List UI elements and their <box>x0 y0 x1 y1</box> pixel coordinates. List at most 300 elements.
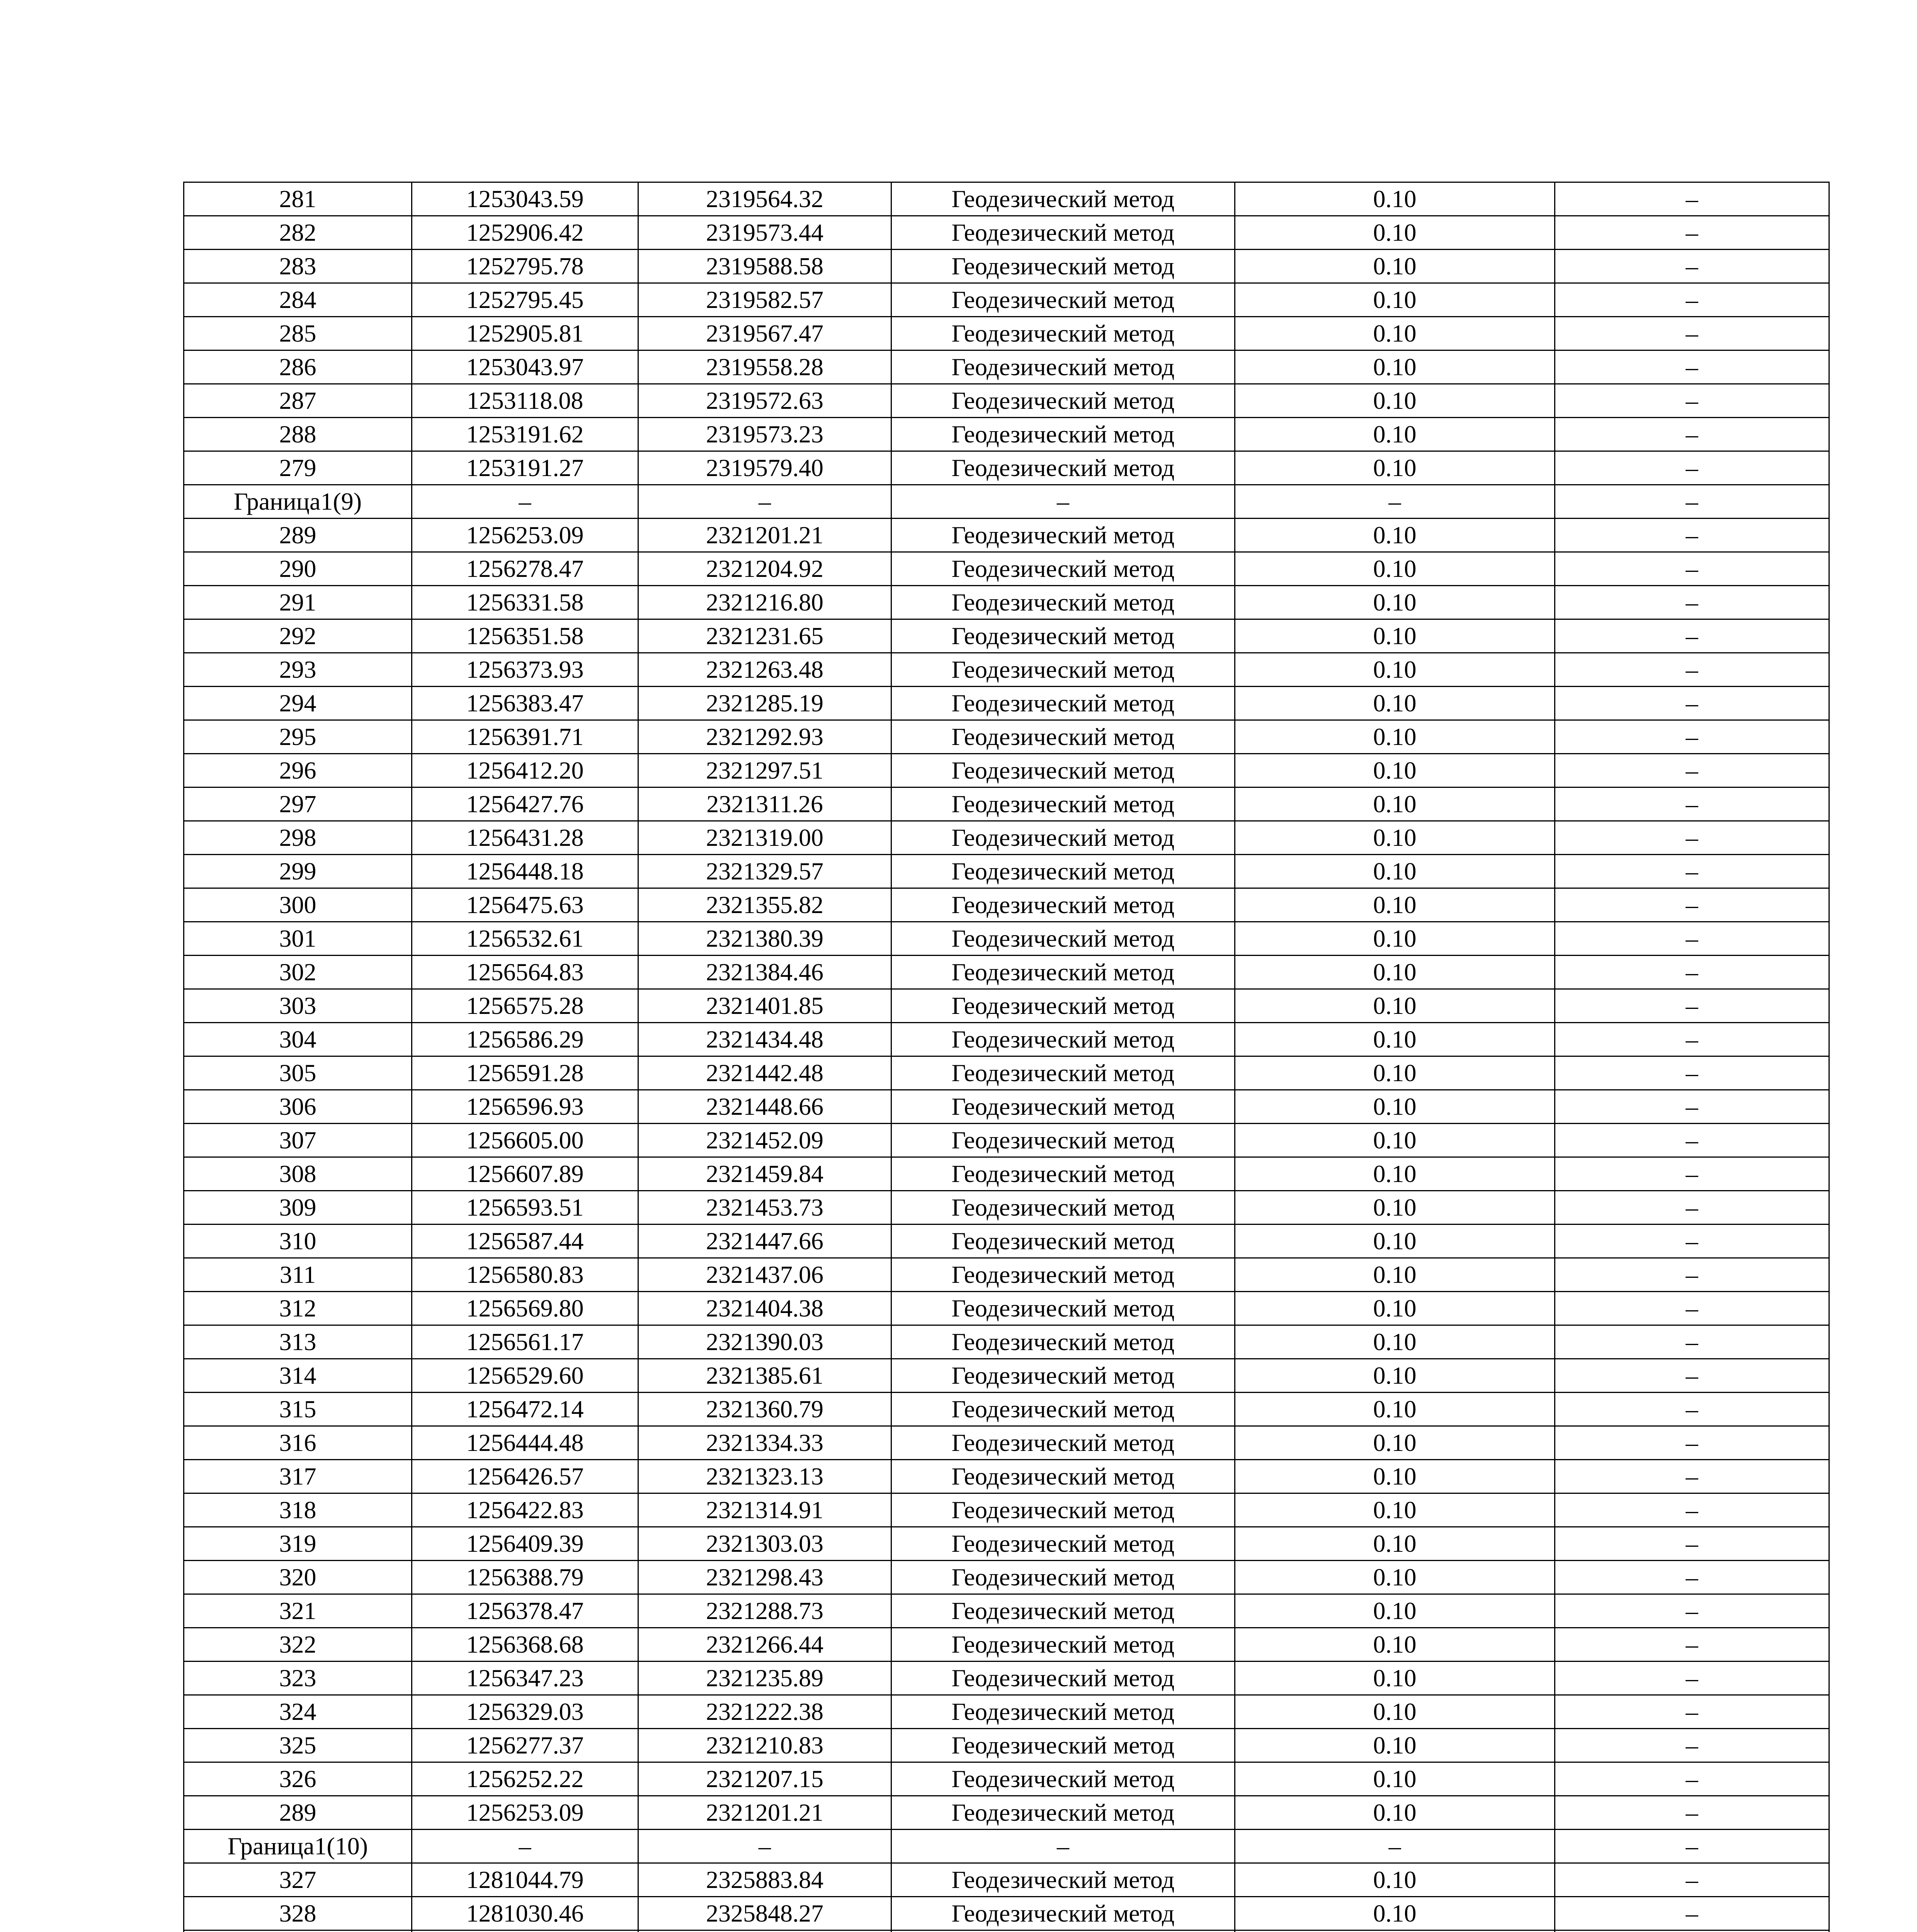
method-cell: Геодезический метод <box>891 1796 1235 1830</box>
x-coordinate-cell: 1253191.27 <box>412 451 638 485</box>
y-coordinate-cell: 2321285.19 <box>638 687 891 720</box>
accuracy-cell: 0.10 <box>1235 1056 1555 1090</box>
method-cell: Геодезический метод <box>891 250 1235 283</box>
method-cell: Геодезический метод <box>891 1225 1235 1258</box>
accuracy-cell: 0.10 <box>1235 1460 1555 1493</box>
point-number-cell: 288 <box>184 418 412 451</box>
y-coordinate-cell: 2321453.73 <box>638 1191 891 1225</box>
method-cell: Геодезический метод <box>891 1292 1235 1325</box>
method-cell: Геодезический метод <box>891 855 1235 888</box>
accuracy-cell: 0.10 <box>1235 1561 1555 1594</box>
description-cell: – <box>1555 1191 1829 1225</box>
y-coordinate-cell: 2321355.82 <box>638 888 891 922</box>
method-cell: Геодезический метод <box>891 989 1235 1023</box>
y-coordinate-cell: 2321303.03 <box>638 1527 891 1561</box>
y-coordinate-cell: 2321434.48 <box>638 1023 891 1056</box>
x-coordinate-cell: 1256391.71 <box>412 720 638 754</box>
x-coordinate-cell: 1256368.68 <box>412 1628 638 1662</box>
accuracy-cell: 0.10 <box>1235 1426 1555 1460</box>
y-coordinate-cell: 2319573.23 <box>638 418 891 451</box>
method-cell: Геодезический метод <box>891 1460 1235 1493</box>
description-cell: – <box>1555 1157 1829 1191</box>
description-cell: – <box>1555 888 1829 922</box>
y-coordinate-cell: 2319572.63 <box>638 384 891 418</box>
y-coordinate-cell: 2321297.51 <box>638 754 891 787</box>
point-number-cell: 285 <box>184 317 412 350</box>
y-coordinate-cell: 2321201.21 <box>638 1796 891 1830</box>
point-number-cell: 311 <box>184 1258 412 1292</box>
accuracy-cell: 0.10 <box>1235 1393 1555 1426</box>
method-cell: Геодезический метод <box>891 451 1235 485</box>
table-row <box>184 956 1829 989</box>
x-coordinate-cell: 1256351.58 <box>412 619 638 653</box>
accuracy-cell: 0.10 <box>1235 1325 1555 1359</box>
table-row <box>184 1662 1829 1695</box>
x-coordinate-cell: 1256252.22 <box>412 1762 638 1796</box>
method-cell: – <box>891 1830 1235 1863</box>
coordinates-table <box>183 182 1830 1932</box>
x-coordinate-cell: 1256331.58 <box>412 586 638 619</box>
point-number-cell: 308 <box>184 1157 412 1191</box>
table-row <box>184 283 1829 317</box>
method-cell: Геодезический метод <box>891 1359 1235 1393</box>
description-cell: – <box>1555 1325 1829 1359</box>
y-coordinate-cell: 2321329.57 <box>638 855 891 888</box>
table-row <box>184 1090 1829 1124</box>
table-row <box>184 1225 1829 1258</box>
accuracy-cell: 0.10 <box>1235 1796 1555 1830</box>
y-coordinate-cell: 2321452.09 <box>638 1124 891 1157</box>
method-cell: Геодезический метод <box>891 1695 1235 1729</box>
x-coordinate-cell: 1256593.51 <box>412 1191 638 1225</box>
method-cell: Геодезический метод <box>891 384 1235 418</box>
x-coordinate-cell: 1256596.93 <box>412 1090 638 1124</box>
description-cell: – <box>1555 1023 1829 1056</box>
accuracy-cell: 0.10 <box>1235 418 1555 451</box>
x-coordinate-cell: 1256569.80 <box>412 1292 638 1325</box>
accuracy-cell: 0.10 <box>1235 250 1555 283</box>
accuracy-cell: 0.10 <box>1235 1628 1555 1662</box>
point-number-cell: 281 <box>184 182 412 216</box>
point-number-cell: 322 <box>184 1628 412 1662</box>
accuracy-cell: 0.10 <box>1235 1090 1555 1124</box>
description-cell: – <box>1555 989 1829 1023</box>
y-coordinate-cell: 2321401.85 <box>638 989 891 1023</box>
y-coordinate-cell: 2321380.39 <box>638 922 891 956</box>
table-row <box>184 1762 1829 1796</box>
accuracy-cell: 0.10 <box>1235 350 1555 384</box>
point-number-cell: Граница1(9) <box>184 485 412 519</box>
description-cell: – <box>1555 1594 1829 1628</box>
point-number-cell: 302 <box>184 956 412 989</box>
point-number-cell: 310 <box>184 1225 412 1258</box>
x-coordinate-cell: 1252795.78 <box>412 250 638 283</box>
x-coordinate-cell: 1252795.45 <box>412 283 638 317</box>
table-row <box>184 787 1829 821</box>
description-cell: – <box>1555 250 1829 283</box>
x-coordinate-cell: 1256426.57 <box>412 1460 638 1493</box>
point-number-cell: 306 <box>184 1090 412 1124</box>
x-coordinate-cell: 1256448.18 <box>412 855 638 888</box>
description-cell: – <box>1555 1662 1829 1695</box>
x-coordinate-cell: 1256329.03 <box>412 1695 638 1729</box>
point-number-cell: 300 <box>184 888 412 922</box>
description-cell: – <box>1555 855 1829 888</box>
method-cell: Геодезический метод <box>891 1426 1235 1460</box>
description-cell: – <box>1555 1897 1829 1930</box>
method-cell: Геодезический метод <box>891 1762 1235 1796</box>
description-cell: – <box>1555 1695 1829 1729</box>
x-coordinate-cell: 1253191.62 <box>412 418 638 451</box>
y-coordinate-cell: 2321207.15 <box>638 1762 891 1796</box>
accuracy-cell <box>1235 1930 1555 1932</box>
accuracy-cell: 0.10 <box>1235 1762 1555 1796</box>
y-coordinate-cell: 2319579.40 <box>638 451 891 485</box>
x-coordinate-cell: 1256586.29 <box>412 1023 638 1056</box>
method-cell: Геодезический метод <box>891 1090 1235 1124</box>
description-cell: – <box>1555 485 1829 519</box>
description-cell: – <box>1555 653 1829 687</box>
point-number-cell: 319 <box>184 1527 412 1561</box>
point-number-cell: 291 <box>184 586 412 619</box>
accuracy-cell: 0.10 <box>1235 989 1555 1023</box>
table-row <box>184 1493 1829 1527</box>
accuracy-cell: 0.10 <box>1235 1729 1555 1762</box>
point-number-cell: 309 <box>184 1191 412 1225</box>
y-coordinate-cell: 2321266.44 <box>638 1628 891 1662</box>
table-row <box>184 1191 1829 1225</box>
method-cell: Геодезический метод <box>891 1628 1235 1662</box>
y-coordinate-cell <box>638 1930 891 1932</box>
table-row <box>184 250 1829 283</box>
accuracy-cell: 0.10 <box>1235 1863 1555 1897</box>
y-coordinate-cell: 2321201.21 <box>638 519 891 552</box>
boundary-header-row <box>184 1830 1829 1863</box>
method-cell: Геодезический метод <box>891 956 1235 989</box>
table-row <box>184 418 1829 451</box>
method-cell: Геодезический метод <box>891 1325 1235 1359</box>
accuracy-cell: 0.10 <box>1235 1292 1555 1325</box>
description-cell: – <box>1555 283 1829 317</box>
accuracy-cell: 0.10 <box>1235 1359 1555 1393</box>
accuracy-cell: 0.10 <box>1235 283 1555 317</box>
y-coordinate-cell: 2321448.66 <box>638 1090 891 1124</box>
accuracy-cell: 0.10 <box>1235 619 1555 653</box>
point-number-cell: 316 <box>184 1426 412 1460</box>
table-row <box>184 1157 1829 1191</box>
method-cell: Геодезический метод <box>891 787 1235 821</box>
method-cell: Геодезический метод <box>891 1527 1235 1561</box>
point-number-cell: 303 <box>184 989 412 1023</box>
y-coordinate-cell: 2321404.38 <box>638 1292 891 1325</box>
method-cell: Геодезический метод <box>891 519 1235 552</box>
table-row <box>184 586 1829 619</box>
description-cell: – <box>1555 418 1829 451</box>
description-cell: – <box>1555 216 1829 250</box>
point-number-cell: 290 <box>184 552 412 586</box>
method-cell: Геодезический метод <box>891 821 1235 855</box>
accuracy-cell: 0.10 <box>1235 1157 1555 1191</box>
x-coordinate-cell: 1256388.79 <box>412 1561 638 1594</box>
accuracy-cell: 0.10 <box>1235 519 1555 552</box>
accuracy-cell: 0.10 <box>1235 451 1555 485</box>
description-cell: – <box>1555 1493 1829 1527</box>
y-coordinate-cell: 2321459.84 <box>638 1157 891 1191</box>
description-cell: – <box>1555 552 1829 586</box>
description-cell: – <box>1555 720 1829 754</box>
method-cell: Геодезический метод <box>891 1023 1235 1056</box>
method-cell: Геодезический метод <box>891 754 1235 787</box>
y-coordinate-cell: 2321288.73 <box>638 1594 891 1628</box>
y-coordinate-cell: 2321235.89 <box>638 1662 891 1695</box>
point-number-cell: 289 <box>184 519 412 552</box>
point-number-cell: 315 <box>184 1393 412 1426</box>
y-coordinate-cell: 2321204.92 <box>638 552 891 586</box>
table-row <box>184 1930 1829 1932</box>
accuracy-cell: 0.10 <box>1235 754 1555 787</box>
accuracy-cell: 0.10 <box>1235 687 1555 720</box>
accuracy-cell: 0.10 <box>1235 787 1555 821</box>
point-number-cell: 312 <box>184 1292 412 1325</box>
table-row <box>184 720 1829 754</box>
y-coordinate-cell: 2321323.13 <box>638 1460 891 1493</box>
method-cell: Геодезический метод <box>891 653 1235 687</box>
point-number-cell: 282 <box>184 216 412 250</box>
accuracy-cell: 0.10 <box>1235 1527 1555 1561</box>
method-cell: Геодезический метод <box>891 552 1235 586</box>
description-cell: – <box>1555 956 1829 989</box>
accuracy-cell: 0.10 <box>1235 1594 1555 1628</box>
method-cell: Геодезический метод <box>891 317 1235 350</box>
description-cell: – <box>1555 350 1829 384</box>
y-coordinate-cell: 2319564.32 <box>638 182 891 216</box>
description-cell: – <box>1555 451 1829 485</box>
coordinates-table-body <box>184 182 1829 1932</box>
method-cell: Геодезический метод <box>891 1258 1235 1292</box>
y-coordinate-cell: 2321390.03 <box>638 1325 891 1359</box>
method-cell: Геодезический метод <box>891 720 1235 754</box>
method-cell: Геодезический метод <box>891 1056 1235 1090</box>
description-cell: – <box>1555 182 1829 216</box>
x-coordinate-cell: 1256253.09 <box>412 1796 638 1830</box>
point-number-cell: 304 <box>184 1023 412 1056</box>
y-coordinate-cell: 2319567.47 <box>638 317 891 350</box>
point-number-cell: 317 <box>184 1460 412 1493</box>
table-row <box>184 519 1829 552</box>
description-cell: – <box>1555 1258 1829 1292</box>
accuracy-cell: 0.10 <box>1235 720 1555 754</box>
point-number-cell: 293 <box>184 653 412 687</box>
y-coordinate-cell: 2319588.58 <box>638 250 891 283</box>
x-coordinate-cell: 1256607.89 <box>412 1157 638 1191</box>
y-coordinate-cell: 2321311.26 <box>638 787 891 821</box>
x-coordinate-cell: 1256378.47 <box>412 1594 638 1628</box>
table-row <box>184 1258 1829 1292</box>
table-row <box>184 1359 1829 1393</box>
table-row <box>184 350 1829 384</box>
y-coordinate-cell: 2319573.44 <box>638 216 891 250</box>
description-cell: – <box>1555 1561 1829 1594</box>
accuracy-cell: 0.10 <box>1235 1023 1555 1056</box>
y-coordinate-cell: 2321222.38 <box>638 1695 891 1729</box>
x-coordinate-cell: 1256373.93 <box>412 653 638 687</box>
accuracy-cell: 0.10 <box>1235 317 1555 350</box>
description-cell: – <box>1555 1863 1829 1897</box>
point-number-cell: 287 <box>184 384 412 418</box>
description-cell: – <box>1555 1359 1829 1393</box>
accuracy-cell: 0.10 <box>1235 552 1555 586</box>
accuracy-cell: 0.10 <box>1235 1191 1555 1225</box>
description-cell: – <box>1555 1830 1829 1863</box>
accuracy-cell: 0.10 <box>1235 956 1555 989</box>
point-number-cell: 314 <box>184 1359 412 1393</box>
table-row <box>184 1426 1829 1460</box>
boundary-header-row <box>184 485 1829 519</box>
point-number-cell: 289 <box>184 1796 412 1830</box>
method-cell: Геодезический метод <box>891 922 1235 956</box>
table-row <box>184 1393 1829 1426</box>
description-cell <box>1555 1930 1829 1932</box>
accuracy-cell: 0.10 <box>1235 1493 1555 1527</box>
method-cell: Геодезический метод <box>891 888 1235 922</box>
point-number-cell: 328 <box>184 1897 412 1930</box>
x-coordinate-cell: 1256277.37 <box>412 1729 638 1762</box>
x-coordinate-cell: 1256605.00 <box>412 1124 638 1157</box>
description-cell: – <box>1555 1426 1829 1460</box>
point-number-cell: 305 <box>184 1056 412 1090</box>
y-coordinate-cell: – <box>638 1830 891 1863</box>
method-cell: Геодезический метод <box>891 350 1235 384</box>
x-coordinate-cell: 1256347.23 <box>412 1662 638 1695</box>
point-number-cell: 324 <box>184 1695 412 1729</box>
y-coordinate-cell: – <box>638 485 891 519</box>
table-row <box>184 1561 1829 1594</box>
description-cell: – <box>1555 754 1829 787</box>
x-coordinate-cell: 1256427.76 <box>412 787 638 821</box>
point-number-cell: Граница1(10) <box>184 1830 412 1863</box>
accuracy-cell: 0.10 <box>1235 1897 1555 1930</box>
x-coordinate-cell: 1256587.44 <box>412 1225 638 1258</box>
accuracy-cell: 0.10 <box>1235 1124 1555 1157</box>
point-number-cell: 327 <box>184 1863 412 1897</box>
description-cell: – <box>1555 1090 1829 1124</box>
x-coordinate-cell: 1281030.46 <box>412 1897 638 1930</box>
y-coordinate-cell: 2321360.79 <box>638 1393 891 1426</box>
table-row <box>184 1729 1829 1762</box>
y-coordinate-cell: 2321442.48 <box>638 1056 891 1090</box>
y-coordinate-cell: 2321231.65 <box>638 619 891 653</box>
x-coordinate-cell: – <box>412 485 638 519</box>
accuracy-cell: 0.10 <box>1235 1662 1555 1695</box>
method-cell: Геодезический метод <box>891 216 1235 250</box>
table-row <box>184 922 1829 956</box>
method-cell: Геодезический метод <box>891 1124 1235 1157</box>
method-cell: Геодезический метод <box>891 283 1235 317</box>
x-coordinate-cell: 1256383.47 <box>412 687 638 720</box>
table-row <box>184 1460 1829 1493</box>
table-row <box>184 1594 1829 1628</box>
accuracy-cell: 0.10 <box>1235 182 1555 216</box>
method-cell: Геодезический метод <box>891 1157 1235 1191</box>
description-cell: – <box>1555 1762 1829 1796</box>
point-number-cell: 279 <box>184 451 412 485</box>
table-row <box>184 317 1829 350</box>
description-cell: – <box>1555 1292 1829 1325</box>
point-number-cell: 297 <box>184 787 412 821</box>
method-cell: Геодезический метод <box>891 619 1235 653</box>
x-coordinate-cell: 1256431.28 <box>412 821 638 855</box>
point-number-cell: 295 <box>184 720 412 754</box>
description-cell: – <box>1555 1729 1829 1762</box>
y-coordinate-cell: 2319558.28 <box>638 350 891 384</box>
table-row <box>184 384 1829 418</box>
x-coordinate-cell: 1256561.17 <box>412 1325 638 1359</box>
accuracy-cell: – <box>1235 485 1555 519</box>
point-number-cell: 318 <box>184 1493 412 1527</box>
method-cell: Геодезический метод <box>891 586 1235 619</box>
x-coordinate-cell: 1256444.48 <box>412 1426 638 1460</box>
table-row <box>184 1628 1829 1662</box>
y-coordinate-cell: 2321447.66 <box>638 1225 891 1258</box>
table-row <box>184 1527 1829 1561</box>
y-coordinate-cell: 2321263.48 <box>638 653 891 687</box>
method-cell: Геодезический метод <box>891 1493 1235 1527</box>
y-coordinate-cell: 2321210.83 <box>638 1729 891 1762</box>
description-cell: – <box>1555 1056 1829 1090</box>
description-cell: – <box>1555 1124 1829 1157</box>
description-cell: – <box>1555 1628 1829 1662</box>
point-number-cell: 325 <box>184 1729 412 1762</box>
method-cell: Геодезический метод <box>891 1191 1235 1225</box>
y-coordinate-cell: 2321385.61 <box>638 1359 891 1393</box>
y-coordinate-cell: 2321334.33 <box>638 1426 891 1460</box>
method-cell: Геодезический метод <box>891 1863 1235 1897</box>
point-number-cell <box>184 1930 412 1932</box>
accuracy-cell: 0.10 <box>1235 888 1555 922</box>
point-number-cell: 323 <box>184 1662 412 1695</box>
table-row <box>184 855 1829 888</box>
description-cell: – <box>1555 1225 1829 1258</box>
point-number-cell: 326 <box>184 1762 412 1796</box>
table-row <box>184 1863 1829 1897</box>
table-row <box>184 1695 1829 1729</box>
accuracy-cell: 0.10 <box>1235 384 1555 418</box>
table-row <box>184 1056 1829 1090</box>
point-number-cell: 292 <box>184 619 412 653</box>
table-row <box>184 1023 1829 1056</box>
x-coordinate-cell: 1256575.28 <box>412 989 638 1023</box>
method-cell: – <box>891 485 1235 519</box>
description-cell: – <box>1555 821 1829 855</box>
table-row <box>184 989 1829 1023</box>
x-coordinate-cell: 1256422.83 <box>412 1493 638 1527</box>
table-row <box>184 1292 1829 1325</box>
description-cell: – <box>1555 317 1829 350</box>
accuracy-cell: 0.10 <box>1235 1225 1555 1258</box>
point-number-cell: 320 <box>184 1561 412 1594</box>
x-coordinate-cell: 1253043.97 <box>412 350 638 384</box>
x-coordinate-cell: 1256580.83 <box>412 1258 638 1292</box>
method-cell: Геодезический метод <box>891 1561 1235 1594</box>
x-coordinate-cell: 1256412.20 <box>412 754 638 787</box>
table-row <box>184 1325 1829 1359</box>
accuracy-cell: 0.10 <box>1235 216 1555 250</box>
table-row <box>184 687 1829 720</box>
description-cell: – <box>1555 586 1829 619</box>
method-cell: Геодезический метод <box>891 1393 1235 1426</box>
y-coordinate-cell: 2319582.57 <box>638 283 891 317</box>
method-cell: Геодезический метод <box>891 687 1235 720</box>
